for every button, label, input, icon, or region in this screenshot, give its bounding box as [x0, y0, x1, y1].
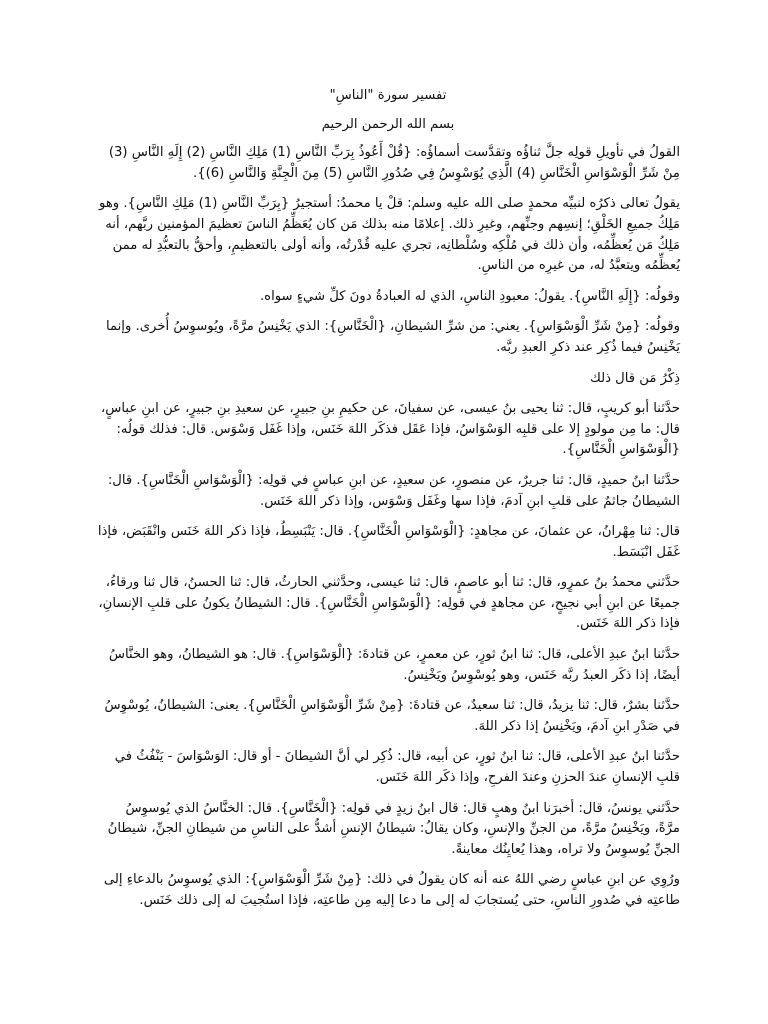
narration-mihran: قال: ثنا مِهْرانُ، عن عثمانَ، عن مجاهدٍ: {الْوَسْوَاسِ الْخَنَّاسِ}. قال: يَنْبَسِطُ، فإذا ذكر اللهَ خَنَس وانْقَبَض، فإذا غَفَل انْبَسَط.	[97, 524, 680, 560]
narration-ibn-abbas: ورُوِي عن ابنِ عباسٍ رضي اللهُ عنه أنه كان يقولُ في ذلك: {مِنْ شَرِّ الْوَسْوَاسِ}: الذي يُوسوِسُ بالدعاءِ إلى طاعتِه في صُدورِ الناسِ، حتى يُستجابَ له إلى ما دعا إليه مِن طاعتِه، فإذا استُجيبَ له إلى ذلك خَنَس.	[103, 872, 680, 908]
paragraph-verses: القولُ في تأويلِ قولِه جلَّ ثناؤُه وتقدَّست أسماؤُه: {قُلْ أَعُوذُ بِرَبِّ النَّاسِ (1) مَلِكِ النَّاسِ (2) إِلَهِ النَّاسِ (3) مِنْ شَرِّ الْوَسْوَاسِ الْخَنَّاسِ (4) الَّذِي يُوَسْوِسُ فِي صُدُورِ النَّاسِ (5) مِنَ الْجِنَّةِ وَالنَّاسِ (6)}.	[108, 145, 680, 181]
narration-ibn-humayd: حدَّثنا ابنُ حميدٍ، قال: ثنا جريرٌ، عن منصورٍ، عن سعيدٍ، عن ابنِ عباسٍ في قولِه: {الْوَسْوَاسِ الْخَنَّاسِ}. قال: الشيطانُ جاثمٌ على قلبِ ابنِ آدمَ، فإذا سها وغَفَل وَسْوَس، وإذا ذكر اللهَ خَنَس.	[107, 472, 680, 509]
document-page	[96, 86, 680, 922]
section-subheading: ذِكْرُ مَن قال ذلك	[589, 370, 680, 386]
narration-muhammad-ibn-amr: حدَّثني محمدُ بنُ عمرٍو، قال: ثنا أبو عاصمٍ، قال: ثنا عيسى، وحدَّثني الحارثُ، قال: ثنا الحسنُ، قال ثنا ورقاءُ، جميعًا عن ابنِ أبي نجيحٍ، عن مجاهدٍ في قولِه: {الْوَسْوَاسِ الْخَنَّاسِ}. قال: الشيطانُ يكونُ على قلبِ الإنسانِ، فإذا ذكر اللهَ خَنَس.	[98, 575, 680, 632]
narration-bishr: حدَّثنا بشرٌ، قال: ثنا يزيدُ، قال: ثنا سعيدٌ، عن قتادةَ: {مِنْ شَرِّ الْوَسْوَاسِ الْخَنَّاسِ}. يعنى: الشيطانُ، يُوسْوِسُ في صَدْرِ ابنِ آدمَ، ويَخْنِسُ إذا ذكر اللهَ.	[104, 698, 680, 734]
surah-title: تفسير سورة "الناسِ"	[329, 88, 447, 103]
narration-ibn-abd-al-ala-1: حدَّثنا ابنُ عبدِ الأعلى، قال: ثنا ابنُ ثورٍ، عن معمرٍ، عن قتادةَ: {الْوَسْوَاسِ}. قال: هو الشيطانُ، وهو الخنَّاسُ أيضًا، إذا ذكَر العبدُ ربَّه خَنَس، وهو يُوسْوِسُ ويَخْنِسُ.	[108, 647, 680, 683]
paragraph-lord-of-mankind: يقولُ تعالى ذكرُه لنبيِّه محمدٍ صلى الله عليه وسلم: قلْ يا محمدُ: أستجيرُ {بِرَبِّ النَّاسِ (1) مَلِكِ النَّاسِ}. وهو مَلِكُ جميعِ الخَلْقِ؛ إنسِهم وجنِّهم، وغيرِ ذلك. إعلامًا منه بذلك مَن كان يُعَظِّمُ الناسَ تعظيمَ المؤمنين ربَّهم، أنه مَلِكُ مَن يُعظِّمُه، وأن ذلك في مُلْكِه وسُلْطانِه، تجري عليه قُدْرتُه، وأنه أولى بالتعظيمِ، وأحقُّ بالتعبُّدِ له ممن يُعظِّمُه ويتعبَّدُ له، من غيرِه من الناسِ.	[99, 196, 680, 274]
narration-ibn-abd-al-ala-2: حدَّثنا ابنُ عبدِ الأعلى، قال: ثنا ابنُ ثورٍ، عن أبيه، قال: ذُكِر لي أنَّ الشيطانَ - أو قال: الوَسْوَاسَ - يَنْفُثُ في قلبِ الإنسانِ عندَ الحزنِ وعندَ الفرحِ، وإذا ذكَر اللهَ خَنَس.	[114, 749, 680, 786]
paragraph-god-of-mankind: وقولُه: {إِلَهِ النَّاسِ}. يقولُ: معبودِ الناسِ، الذي له العبادةُ دونَ كلِّ شيءٍ سواه.	[259, 288, 680, 304]
narration-yunus: حدَّثني يونسُ، قال: أخبرَنا ابنُ وهبٍ قال: قال ابنُ زيدٍ في قولِه: {الْخَنَّاسِ}. قال: الخنَّاسُ الذي يُوسوِسُ مرَّةً، ويَخْنِسُ مرَّةً، من الجنِّ والإنسِ، وكان يقالُ: شيطانُ الإنسِ أشدُّ على الناسِ من شيطانِ الجنِّ، شيطانُ الجنِّ يُوسوِسُ ولا تراه، وهذا يُعايِنُك معاينةً.	[107, 800, 680, 857]
basmala-heading: بسم الله الرحمن الرحيم	[321, 116, 455, 132]
paragraph-whisperer: وقولُه: {مِنْ شَرِّ الْوَسْوَاسِ}. يعني: من شرِّ الشيطانِ، {الْخَنَّاسِ}: الذي يَخْنِسُ مرَّةً، ويُوسوِسُ أُخرى. وإنما يَخْنِسُ فيما ذُكِر عند ذكرِ العبدِ ربَّه.	[106, 319, 680, 355]
narration-abu-kurayb: حدَّثنا أبو كريبٍ، قال: ثنا يحيى بنُ عيسى، عن سفيانَ، عن حكيمِ بنِ جبيرٍ، عن سعيدِ بنِ جبيرٍ، عن ابنِ عباسٍ، قال: ما مِن مولودٍ إلا على قلبِه الوَسْوَاسُ، فإذا عَقَل فذكَر اللهَ خَنَس، وإذا غَفَل وَسْوَس. قال: فذلك قولُه: {الْوَسْوَاسِ الْخَنَّاسِ}.	[101, 401, 680, 458]
